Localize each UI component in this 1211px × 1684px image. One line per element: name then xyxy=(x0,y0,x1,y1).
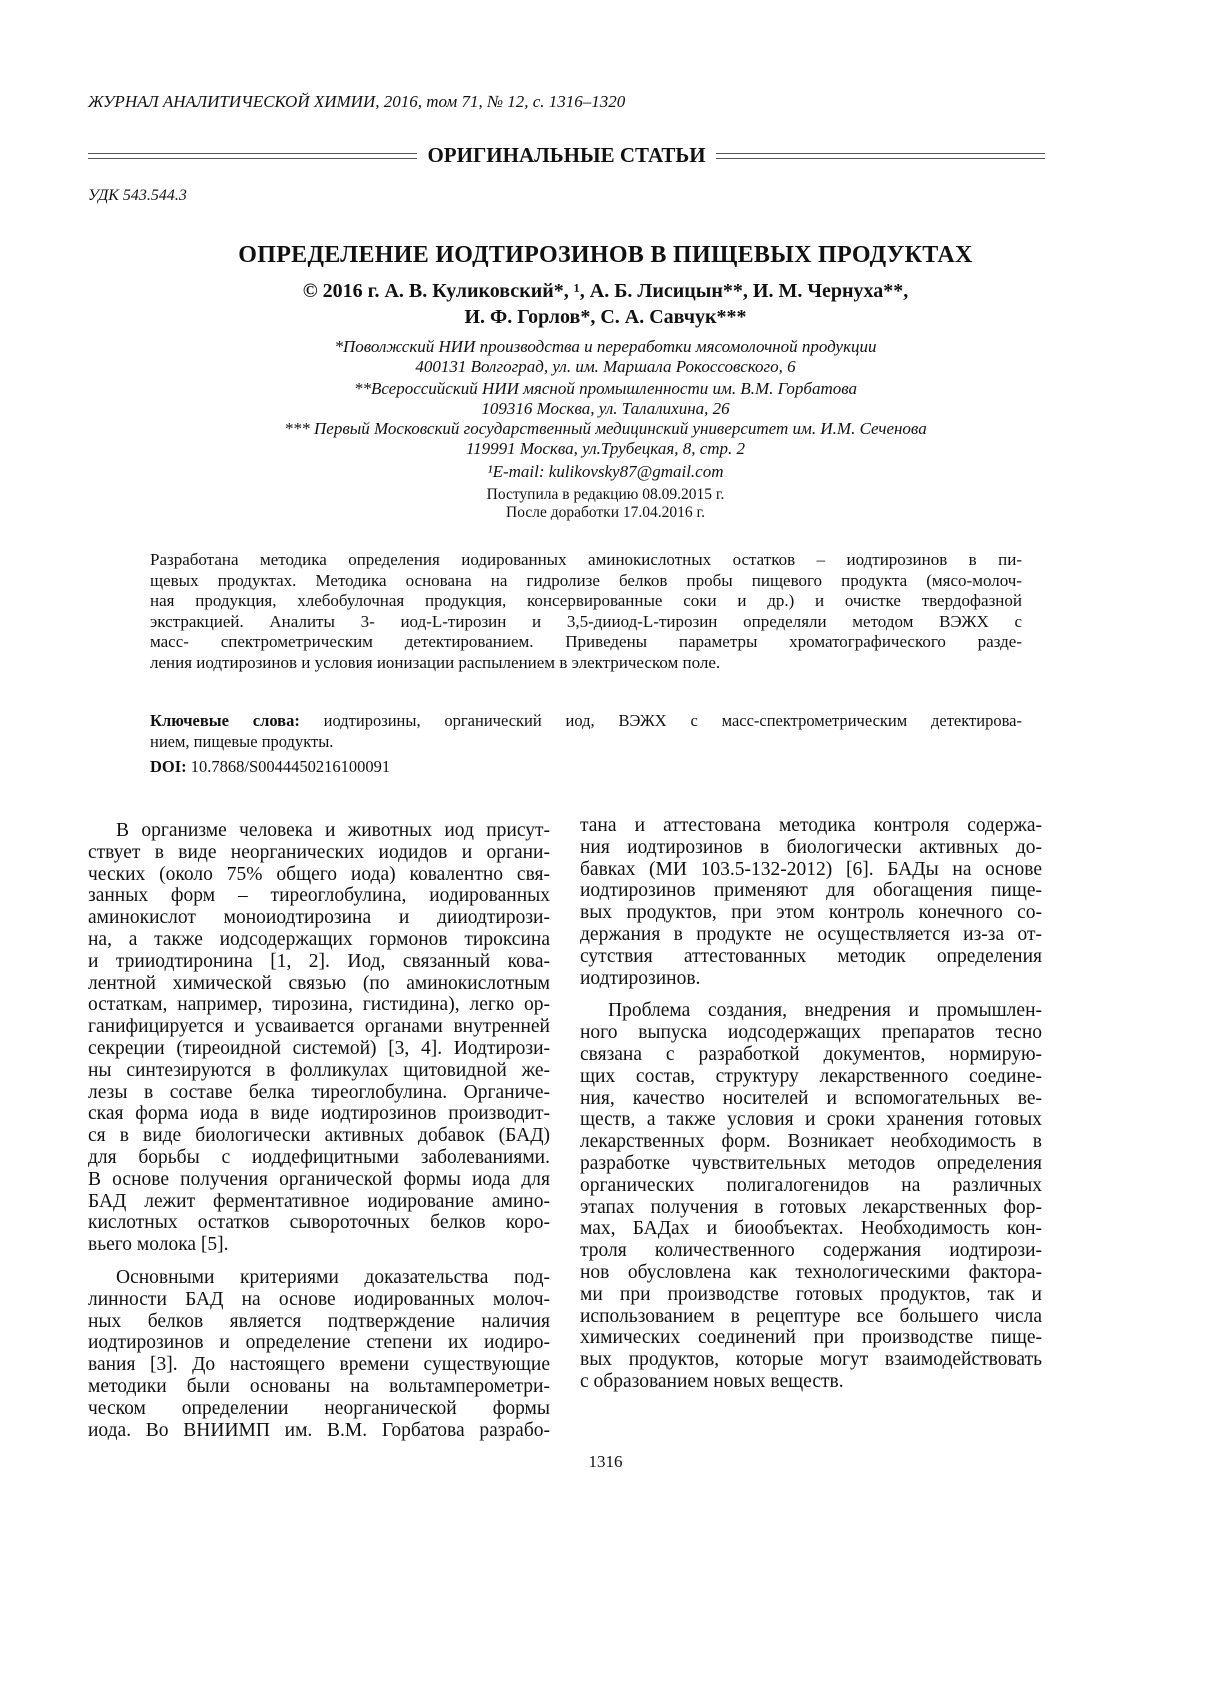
text-line: секреции (тиреоидной системой) [3, 4]. Иодтирози- xyxy=(88,1037,550,1059)
text-line: с образованием новых веществ. xyxy=(580,1370,844,1392)
text-line: ны синтезируются в фолликулах щитовидной же- xyxy=(88,1059,550,1081)
text-line: кислотных остатков сывороточных белков коро- xyxy=(88,1212,550,1234)
abstract xyxy=(150,550,1022,673)
keywords xyxy=(150,710,1022,752)
text-line: и трииодтиронина [1, 2]. Иод, связанный кова- xyxy=(88,950,550,972)
keywords-label: Ключевые слова: xyxy=(150,711,300,730)
text-line: ществ, а также условия и сроки хранения готовых xyxy=(580,1109,1042,1131)
left-column xyxy=(88,820,550,1441)
email: ¹E-mail: kulikovsky87@gmail.com xyxy=(487,462,724,481)
text-line: на, а также иодсодержащих гормонов тироксина xyxy=(88,928,550,950)
udk-code: УДК 543.544.3 xyxy=(88,187,187,204)
doi-value: 10.7868/S0044450216100091 xyxy=(186,757,391,776)
paragraph xyxy=(580,815,1042,989)
text-line: держания в продукте не осуществляется из-за от- xyxy=(580,923,1042,945)
keywords-text: иодтирозины, органический иод, ВЭЖХ с масс-спектрометрическим детектирова- xyxy=(299,711,1022,730)
text-line: ствует в виде неорганических иодидов и органи- xyxy=(88,841,550,863)
text-line: иодтирозинов. xyxy=(580,967,701,989)
text-line: ганифицируется и усваивается органами внутренней xyxy=(88,1016,550,1038)
abstract-line: щевых продуктах. Методика основана на гидролизе белков пробы пищевого продукта (мясо-молоч- xyxy=(150,570,1022,590)
text-line: связана с разработкой документов, нормирую- xyxy=(580,1043,1042,1065)
text-line: этапах получения в готовых лекарственных фор- xyxy=(580,1196,1042,1218)
received-date: Поступила в редакцию 08.09.2015 г. xyxy=(486,486,725,503)
double-rule-left xyxy=(88,153,417,159)
authors-line-2: И. Ф. Горлов*, С. А. Савчук*** xyxy=(464,306,747,328)
text-line: ных белков является подтверждение наличия xyxy=(88,1310,550,1332)
text-line: сутствия аттестованных методик определения xyxy=(580,945,1042,967)
section-title: ОРИГИНАЛЬНЫЕ СТАТЬИ xyxy=(427,143,706,167)
page-number: 1316 xyxy=(588,1452,623,1471)
text-line: аминокислот моноиодтирозина и дииодтирози- xyxy=(88,907,550,929)
text-line: органических полигалогенидов на различных xyxy=(580,1174,1042,1196)
text-line: В основе получения органической формы иода для xyxy=(88,1168,550,1190)
text-line: иодтирозинов и определение степени их иодиро- xyxy=(88,1332,550,1354)
text-line: тана и аттестована методика контроля содержа- xyxy=(580,815,1042,836)
abstract-line: ная продукция, хлебобулочная продукция, консервированные соки и др.) и очистке твердофазной xyxy=(150,591,1022,610)
article-title: ОПРЕДЕЛЕНИЕ ИОДТИРОЗИНОВ В ПИЩЕВЫХ ПРОДУКТАХ xyxy=(238,242,973,268)
text-line: ния, качество носителей и вспомогательных ве- xyxy=(580,1087,1042,1109)
text-line: нов обусловлена как технологическими фактора- xyxy=(580,1261,1042,1283)
doi-label: DOI: xyxy=(150,757,187,776)
affiliation-line: 109316 Москва, ул. Талалихина, 26 xyxy=(481,399,730,418)
affiliation-line: *Поволжский НИИ производства и переработки мясомолочной продукции xyxy=(334,337,877,356)
text-line: В организме человека и животных иод присут- xyxy=(116,820,550,841)
paragraph xyxy=(580,1000,1042,1392)
text-line: вания [3]. До настоящего времени существующие xyxy=(88,1354,550,1376)
abstract-line: ления иодтирозинов и условия ионизации распылением в электрическом поле. xyxy=(150,652,721,672)
text-line: ся в виде биологически активных добавок (БАД) xyxy=(88,1125,550,1147)
double-rule-right xyxy=(716,153,1045,159)
abstract-line: экстракцией. Аналиты 3- иод-L-тирозин и 3,5-дииод-L-тирозин определяли методом ВЭЖХ с xyxy=(150,611,1022,631)
text-line: ческих (около 75% общего иода) ковалентно свя- xyxy=(88,863,550,885)
revised-date: После доработки 17.04.2016 г. xyxy=(506,504,705,521)
affiliation-line: 400131 Волгоград, ул. им. Маршала Рокоссовского, 6 xyxy=(415,357,796,376)
text-line: бавках (МИ 103.5-132-2012) [6]. БАДы на основе xyxy=(580,858,1042,880)
text-line: Основными критериями доказательства под- xyxy=(116,1266,550,1288)
doi xyxy=(150,757,390,777)
text-line: лентной химической связью (по аминокислотным xyxy=(88,972,550,994)
text-line: занных форм – тиреоглобулина, иодированных xyxy=(88,885,550,907)
text-line: методики были основаны на вольтамперометри- xyxy=(88,1375,550,1397)
paragraph xyxy=(88,820,550,1256)
text-line: для борьбы с иоддефицитными заболеваниями. xyxy=(88,1146,550,1168)
text-line: вых продуктов, при этом контроль конечного со- xyxy=(580,902,1042,924)
affiliation-line: *** Первый Московский государственный медицинский университет им. И.М. Сеченова xyxy=(284,419,927,438)
text-line: Проблема создания, внедрения и промышлен- xyxy=(608,1000,1042,1022)
authors-line-1: © 2016 г. А. В. Куликовский*, ¹, А. Б. Лисицын**, И. М. Чернуха**, xyxy=(302,280,909,302)
text-line: вых продуктов, которые могут взаимодействовать xyxy=(580,1349,1042,1371)
abstract-line: Разработана методика определения иодированных аминокислотных остатков – иодтирозинов в пи- xyxy=(150,550,1022,569)
text-line: лезы в составе белка тиреоглобулина. Органиче- xyxy=(88,1081,550,1103)
paragraph-gap xyxy=(88,1256,550,1267)
section-header xyxy=(88,143,1045,168)
text-line: разработке чувствительных методов определения xyxy=(580,1152,1042,1174)
text-line: лекарственных форм. Возникает необходимость в xyxy=(580,1131,1042,1153)
text-line: использованием в рецептуре все большего числа xyxy=(580,1305,1042,1327)
text-line: остаткам, например, тирозина, гистидина), легко ор- xyxy=(88,994,550,1016)
text-line: ми при производстве готовых продуктов, так и xyxy=(580,1283,1042,1305)
right-column xyxy=(580,815,1042,1393)
text-line: троля количественного содержания иодтирози- xyxy=(580,1240,1042,1262)
text-line: линности БАД на основе иодированных молоч- xyxy=(88,1288,550,1310)
affiliation-line: 119991 Москва, ул.Трубецкая, 8, стр. 2 xyxy=(465,439,746,458)
text-line: ская форма иода в виде иодтирозинов производит- xyxy=(88,1103,550,1125)
text-line: иода. Во ВНИИМП им. В.М. Горбатова разрабо- xyxy=(88,1419,550,1441)
text-line: химических соединений при производстве пище- xyxy=(580,1327,1042,1349)
text-line: мах, БАДах и биообъектах. Необходимость кон- xyxy=(580,1218,1042,1240)
text-line: щих состав, структуру лекарственного соедине- xyxy=(580,1065,1042,1087)
keywords-text: нием, пищевые продукты. xyxy=(150,732,334,751)
text-line: иодтирозинов применяют для обогащения пище- xyxy=(580,880,1042,902)
paragraph xyxy=(88,1267,550,1441)
text-line: вьего молока [5]. xyxy=(88,1234,229,1256)
text-line: ческом определении неорганической формы xyxy=(88,1397,550,1419)
text-line: ния иодтирозинов в биологически активных до- xyxy=(580,836,1042,858)
text-line: ного выпуска иодсодержащих препаратов тесно xyxy=(580,1022,1042,1044)
text-line: БАД лежит ферментативное иодирование амино- xyxy=(88,1190,550,1212)
abstract-line: масс- спектрометрическим детектированием. Приведены параметры хроматографического разде- xyxy=(150,632,1022,651)
journal-citation: ЖУРНАЛ АНАЛИТИЧЕСКОЙ ХИМИИ, 2016, том 71, № 12, с. 1316–1320 xyxy=(88,92,626,111)
affiliation-line: **Всероссийский НИИ мясной промышленности им. В.М. Горбатова xyxy=(353,379,858,398)
paragraph-gap xyxy=(580,989,1042,1000)
